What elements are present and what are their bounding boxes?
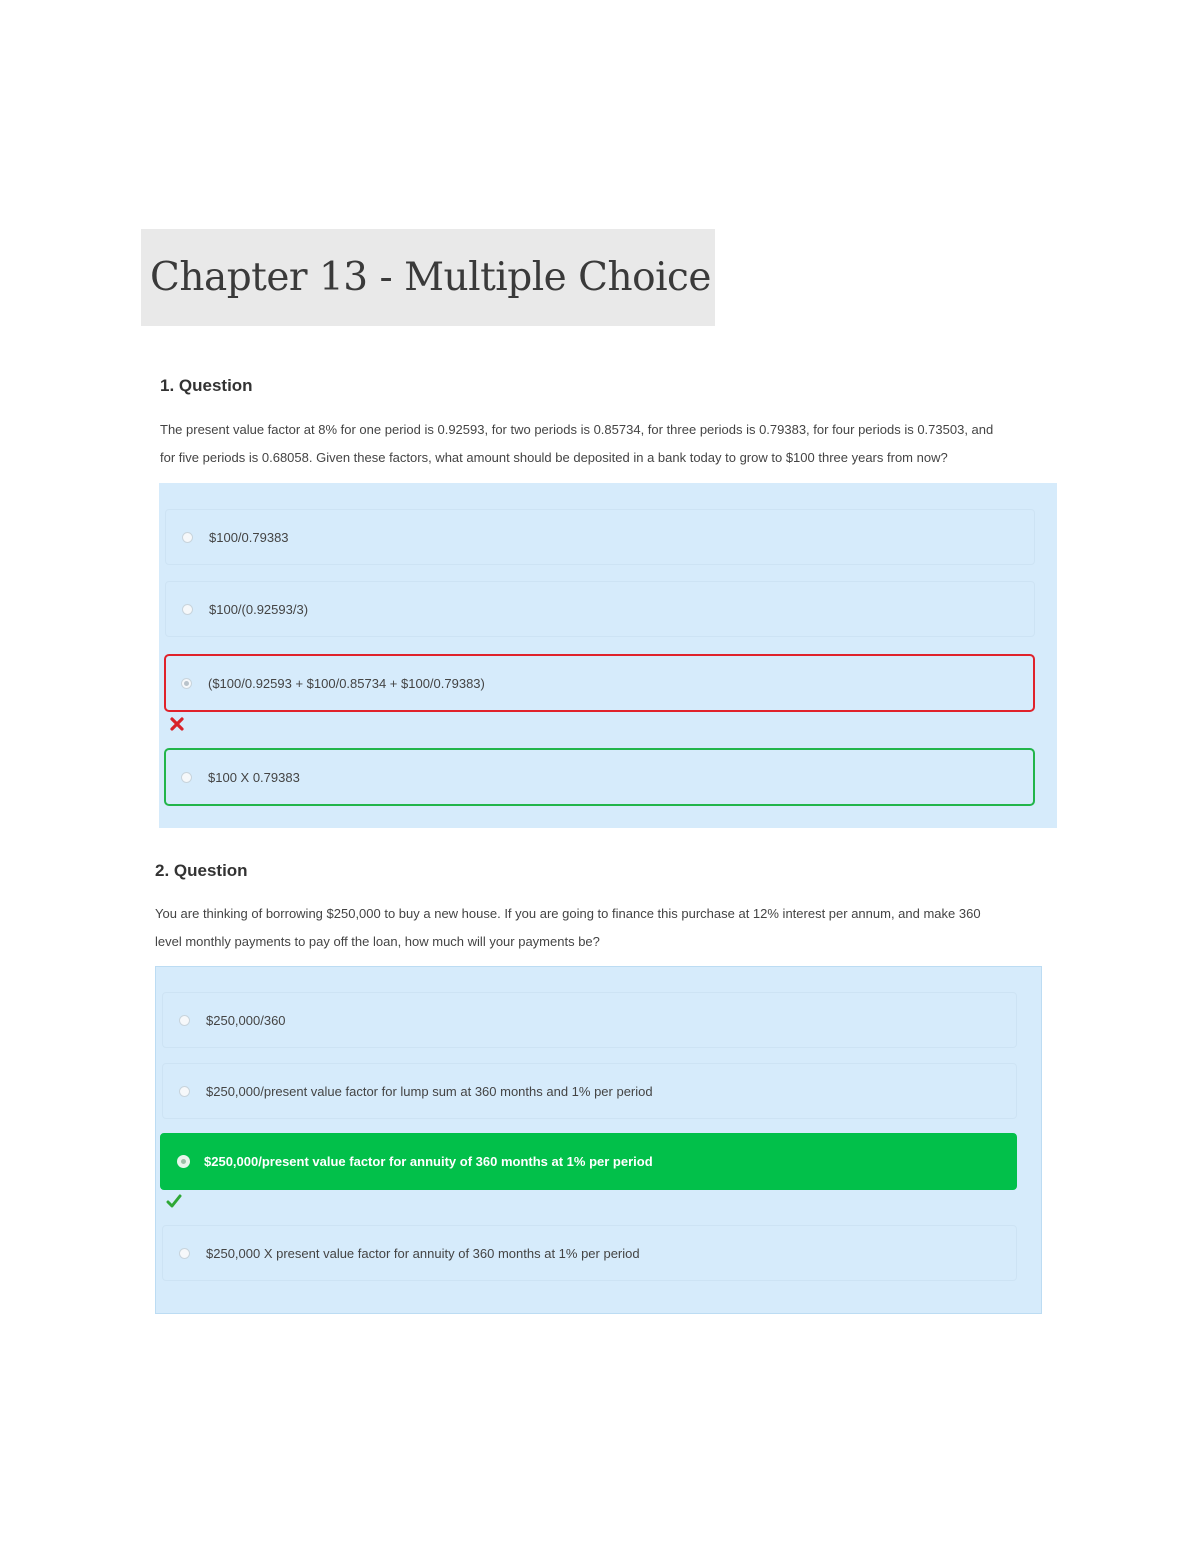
option-label: $250,000/present value factor for annuity of 360 months at 1% per period bbox=[204, 1154, 653, 1169]
question-2-option-d[interactable] bbox=[162, 1225, 1017, 1281]
option-label: $250,000 X present value factor for annuity of 360 months at 1% per period bbox=[206, 1245, 640, 1261]
question-1-option-d-correct[interactable] bbox=[164, 748, 1035, 806]
option-label: $250,000/present value factor for lump sum at 360 months and 1% per period bbox=[206, 1083, 653, 1099]
radio-button-selected[interactable] bbox=[181, 678, 192, 689]
question-1-text-line-1: The present value factor at 8% for one period is 0.92593, for two periods is 0.85734, for three periods is 0.79383, for four periods is 0.73503, and bbox=[160, 422, 994, 437]
question-2-text-line-2: level monthly payments to pay off the loan, how much will your payments be? bbox=[155, 934, 600, 949]
question-2-text-line-1: You are thinking of borrowing $250,000 to buy a new house. If you are going to finance this purchase at 12% interest per annum, and make 360 bbox=[155, 906, 981, 921]
radio-button[interactable] bbox=[182, 532, 193, 543]
check-icon bbox=[166, 1193, 182, 1209]
question-2-answer-panel bbox=[155, 966, 1042, 1314]
question-1-heading: 1. Question bbox=[160, 376, 253, 395]
page-title-banner bbox=[141, 229, 715, 326]
option-label: $100 X 0.79383 bbox=[208, 769, 300, 785]
question-1-answer-panel bbox=[159, 483, 1057, 828]
question-1-text-line-2: for five periods is 0.68058. Given these factors, what amount should be deposited in a bank today to grow to $100 three years from now? bbox=[160, 450, 948, 465]
radio-button[interactable] bbox=[179, 1015, 190, 1026]
option-label: $250,000/360 bbox=[206, 1012, 286, 1028]
radio-button-selected[interactable] bbox=[177, 1155, 190, 1168]
option-label: ($100/0.92593 + $100/0.85734 + $100/0.79383) bbox=[208, 675, 485, 691]
question-1-option-a[interactable] bbox=[165, 509, 1035, 565]
question-2-option-a[interactable] bbox=[162, 992, 1017, 1048]
question-2-option-c-selected-correct[interactable] bbox=[160, 1133, 1017, 1190]
radio-button[interactable] bbox=[179, 1086, 190, 1097]
question-2-heading: 2. Question bbox=[155, 861, 248, 880]
page-title: Chapter 13 - Multiple Choice bbox=[150, 255, 711, 300]
radio-button[interactable] bbox=[179, 1248, 190, 1259]
option-label: $100/0.79383 bbox=[209, 529, 289, 545]
question-1-option-b[interactable] bbox=[165, 581, 1035, 637]
question-2-option-b[interactable] bbox=[162, 1063, 1017, 1119]
radio-button[interactable] bbox=[181, 772, 192, 783]
cross-icon bbox=[169, 716, 185, 732]
radio-button[interactable] bbox=[182, 604, 193, 615]
question-1-option-c-selected-incorrect[interactable] bbox=[164, 654, 1035, 712]
option-label: $100/(0.92593/3) bbox=[209, 601, 309, 617]
